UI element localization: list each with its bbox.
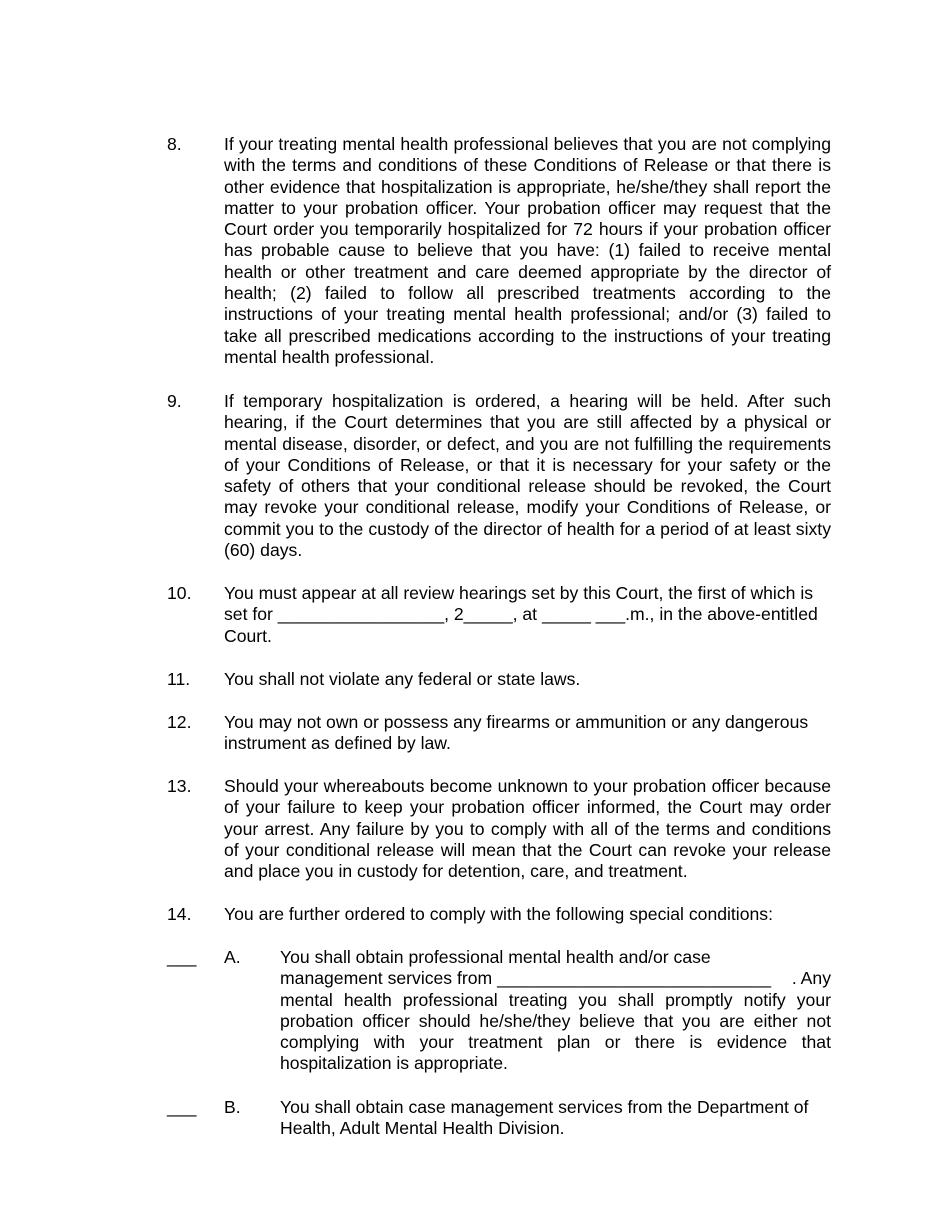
condition-text: [280, 947, 831, 1075]
condition-checkbox-blank[interactable]: ___: [167, 947, 197, 967]
item-text: You shall not violate any federal or state laws.: [224, 669, 581, 689]
special-condition-b: [167, 1097, 831, 1140]
item-text-line: You must appear at all review hearings set by this Court, the first of which is: [224, 583, 814, 603]
hearing-date-line: set for _________________, 2_____, at _____ ___.m., in the above-entitled: [224, 604, 818, 625]
provider-blank[interactable]: ____________________________: [497, 968, 772, 989]
item-text-line: Court.: [224, 625, 272, 646]
item-text: [224, 583, 831, 647]
item-number: 11.: [167, 669, 191, 689]
condition-item-11: [167, 669, 831, 690]
condition-item-10: [167, 583, 831, 647]
item-text: If temporary hospitalization is ordered, a hearing will be held. After such hearing, if the Court determines that you are still affected by a physical or mental disease, disorder, or defect, and you are not fulfilling the requirements of your Conditions of Release, or that it is necessary for your safety or the safety of others that your conditional release should be revoked, the Court may revoke your conditional release, modify your Conditions of Release, or commit you to the custody of the director of health for a period of at least sixty (60) days.: [224, 391, 831, 561]
item-text: If your treating mental health professional believes that you are not complying with the terms and conditions of these Conditions of Release or that there is other evidence that hospitalization is appropriate, he/she/they shall report the matter to your probation officer. Your probation officer may request that the Court order you temporarily hospitalized for 72 hours if your probation officer has probable cause to believe that you have: (1) failed to receive mental health or other treatment and care deemed appropriate by the director of health; (2) failed to follow all prescribed treatments according to the instructions of your treating mental health professional; and/or (3) failed to take all prescribed medications according to the instructions of your treating mental health professional.: [224, 134, 831, 367]
item-text: Should your whereabouts become unknown to your probation officer because of your failure to keep your probation officer informed, the Court may order your arrest. Any failure by you to comply with all of the terms and conditions of your conditional release will mean that the Court can revoke your release and place you in custody for detention, care, and treatment.: [224, 776, 831, 882]
item-text: You may not own or possess any firearms or ammunition or any dangerous instrument as defined by law.: [224, 712, 809, 754]
item-number: 14.: [167, 904, 192, 924]
condition-letter: B.: [224, 1097, 241, 1117]
condition-checkbox-blank[interactable]: ___: [167, 1097, 197, 1117]
item-number: 13.: [167, 776, 192, 796]
provider-suffix: . Any: [791, 968, 831, 989]
condition-letter: A.: [224, 947, 241, 967]
condition-text-line: You shall obtain professional mental health and/or case: [280, 947, 711, 967]
provider-prefix: management services from: [280, 968, 498, 989]
item-number: 9.: [167, 391, 182, 411]
item-text: You are further ordered to comply with the following special conditions:: [224, 904, 773, 924]
item-number: 10.: [167, 583, 192, 603]
condition-item-14: [167, 904, 831, 925]
condition-item-8: [167, 134, 831, 368]
special-condition-a: [167, 947, 831, 1075]
condition-item-9: [167, 391, 831, 561]
condition-item-12: [167, 712, 831, 755]
condition-item-13: [167, 776, 831, 882]
item-number: 8.: [167, 134, 182, 154]
provider-line: [280, 968, 831, 989]
condition-text: You shall obtain case management services from the Department of Health, Adult Mental Health Division.: [280, 1097, 809, 1139]
condition-text-rest: mental health professional treating you shall promptly notify your probation officer should he/she/they believe that you are either not complying with your treatment plan or there is evidence that hospitalization is appropriate.: [280, 989, 831, 1074]
item-number: 12.: [167, 712, 192, 732]
